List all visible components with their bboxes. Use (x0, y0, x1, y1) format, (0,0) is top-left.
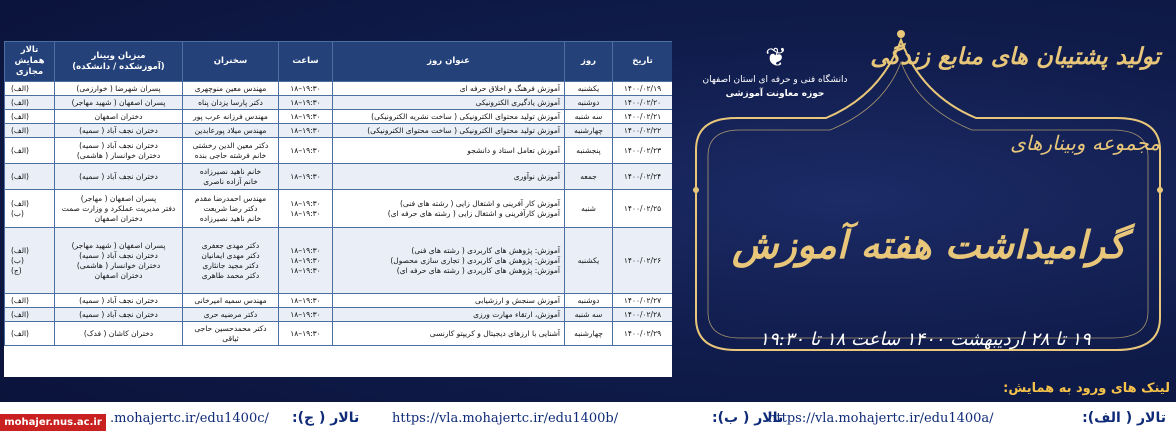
cell-title (333, 124, 565, 138)
university-name: دانشگاه فنی و حرفه ای استان اصفهان (702, 75, 848, 85)
cell-title-line: آشنایی با ارزهای دیجیتال و کریپتو کارنسی (429, 328, 560, 338)
cell-day: سه شنبه (565, 110, 613, 124)
cell-hall-line: (الف) (11, 295, 29, 305)
table-row (5, 308, 673, 322)
cell-day: چهارشنبه (565, 124, 613, 138)
cell-speaker (183, 294, 279, 308)
cell-time-line: ۱۸–۱۹:۳۰ (290, 208, 321, 218)
schedule-table (4, 41, 672, 346)
cell-title-line: آموزش، ارتقاء مهارت ورزی (473, 309, 560, 319)
cell-speaker-line: خانم ناهید نصیرزاده (199, 213, 262, 223)
cell-day: پنجشنبه (565, 138, 613, 164)
cell-speaker-line: دکتر پارسا یزدان پناه (198, 97, 263, 107)
cell-hall-line: (الف) (11, 171, 29, 181)
cell-time (279, 138, 333, 164)
cell-host-line: دختران نجف آباد ( سمیه) (79, 140, 158, 150)
cell-hall (5, 228, 55, 294)
cell-title (333, 308, 565, 322)
cell-day: یکشنبه (565, 82, 613, 96)
cell-time-line: ۱۸–۱۹:۳۰ (290, 265, 321, 275)
cell-title-line: آموزش کارآفرینی و اشتغال زایی ( رشته های حرفه ای) (387, 208, 560, 218)
cell-speaker (183, 138, 279, 164)
cell-time (279, 308, 333, 322)
hall-b-label: تالار ( ب): (712, 410, 784, 426)
cell-title (333, 190, 565, 228)
cell-title-line: آموزش کار آفرینی و اشتغال زایی ( رشته های فنی) (400, 198, 560, 208)
cell-date: ۱۴۰۰/۰۲/۲۳ (613, 138, 673, 164)
hall-c-link[interactable]: .mohajertc.ir/edu1400c/ (110, 411, 269, 426)
table-row (5, 124, 673, 138)
cell-host-line: دختران اصفهان (94, 213, 143, 223)
cell-speaker-line: دکتر مهدی ایمانیان (201, 250, 260, 260)
cell-date: ۱۴۰۰/۰۲/۲۶ (613, 228, 673, 294)
cell-speaker (183, 228, 279, 294)
cell-date: ۱۴۰۰/۰۲/۱۹ (613, 82, 673, 96)
cell-date: ۱۴۰۰/۰۲/۲۷ (613, 294, 673, 308)
cell-hall-line: (ب) (11, 255, 24, 265)
cell-date: ۱۴۰۰/۰۲/۲۱ (613, 110, 673, 124)
cell-host (55, 228, 183, 294)
cell-host-line: پسران اصفهان ( مهاجر) (80, 193, 157, 203)
schedule-table-body (5, 82, 673, 346)
cell-title-line: آموزش فرهنگ و اخلاق حرفه ای (459, 83, 560, 93)
cell-speaker (183, 124, 279, 138)
header-speaker: سخنران (183, 42, 279, 82)
cell-speaker-line: دکتر معین الدین رخشتی (192, 140, 269, 150)
university-department: حوزه معاونت آموزشی (725, 89, 825, 99)
cell-host-line: پسران شهرضا ( خوارزمی) (76, 83, 161, 93)
cell-time-line: ۱۸–۱۹:۳۰ (290, 171, 321, 181)
banner-slogan: تولید پشتیبان های منابع زندگی (870, 43, 1160, 70)
cell-speaker (183, 308, 279, 322)
header-title: عنوان روز (333, 42, 565, 82)
cell-title-line: آموزش: پژوهش های کاربردی ( رشته های فنی) (411, 245, 560, 255)
hall-a-link[interactable]: https://vla.mohajertc.ir/edu1400a/ (768, 411, 994, 426)
cell-hall-line: (ب) (11, 208, 24, 218)
cell-title (333, 322, 565, 346)
hall-a-label: تالار ( الف): (1082, 410, 1166, 426)
series-title: مجموعه وبینارهای (1010, 131, 1160, 155)
cell-hall-line: (الف) (11, 328, 29, 338)
cell-time (279, 164, 333, 190)
cell-speaker-line: دکتر مرضیه حری (203, 309, 258, 319)
cell-hall (5, 322, 55, 346)
cell-hall (5, 308, 55, 322)
cell-speaker-line: مهندس احمدرضا مقدم (194, 193, 267, 203)
cell-time-line: ۱۸–۱۹:۳۰ (290, 255, 321, 265)
cell-title-line: آموزش نوآوری (513, 171, 560, 181)
cell-day: دوشنبه (565, 294, 613, 308)
table-row (5, 96, 673, 110)
cell-time (279, 322, 333, 346)
hall-b-link[interactable]: https://vla.mohajertc.ir/edu1400b/ (392, 411, 619, 426)
links-heading: لینک های ورود به همایش: (1003, 381, 1170, 396)
cell-speaker-line: خانم فرشته حاجی بنده (194, 150, 267, 160)
header-time: ساعت (279, 42, 333, 82)
cell-speaker-line: خانم آزاده ناصری (203, 176, 258, 186)
cell-day: سه شنبه (565, 308, 613, 322)
date-line: ۱۹ تا ۲۸ اردیبهشت ۱۴۰۰ ساعت ۱۸ تا ۱۹:۳۰ (759, 329, 1091, 350)
cell-host-line: دفتر مدیریت عملکرد و وزارت صمت (61, 203, 176, 213)
cell-speaker (183, 82, 279, 96)
cell-hall-line: (الف) (11, 97, 29, 107)
cell-host-line: دختران خوانسار ( هاشمی) (76, 150, 161, 160)
cell-host (55, 294, 183, 308)
header-day: روز (565, 42, 613, 82)
cell-date: ۱۴۰۰/۰۲/۲۹ (613, 322, 673, 346)
cell-time-line: ۱۸–۱۹:۳۰ (290, 328, 321, 338)
cell-hall (5, 294, 55, 308)
hall-c-label: تالار ( ج): (292, 410, 360, 426)
cell-host-line: دختران نجف آباد ( سمیه) (79, 125, 158, 135)
header-host-line2: (آموزشکده / دانشکده) (72, 61, 165, 72)
header-hall: تالار همایش مجازی (5, 42, 55, 82)
cell-host-line: دختران نجف آباد ( سمیه) (79, 295, 158, 305)
cell-speaker-line: دکتر مجید جانثاری (202, 260, 259, 270)
university-logo-icon: ❦ (765, 43, 785, 73)
cell-host-line: دختران نجف آباد ( سمیه) (79, 171, 158, 181)
cell-speaker (183, 96, 279, 110)
cell-time (279, 190, 333, 228)
cell-time-line: ۱۸–۱۹:۳۰ (290, 83, 321, 93)
cell-title (333, 164, 565, 190)
cell-date: ۱۴۰۰/۰۲/۲۴ (613, 164, 673, 190)
cell-host (55, 138, 183, 164)
cell-speaker-line: دکتر محمدحسین حاجی (194, 323, 267, 333)
cell-hall-line: (الف) (11, 198, 29, 208)
cell-title (333, 82, 565, 96)
cell-host (55, 124, 183, 138)
cell-time (279, 294, 333, 308)
cell-title (333, 110, 565, 124)
table-row (5, 164, 673, 190)
cell-hall (5, 82, 55, 96)
cell-hall (5, 164, 55, 190)
links-strip (0, 402, 1176, 440)
cell-speaker (183, 164, 279, 190)
cell-host-line: پسران اصفهان ( شهید مهاجر) (71, 97, 166, 107)
cell-time-line: ۱۸–۱۹:۳۰ (290, 198, 321, 208)
cell-time (279, 228, 333, 294)
cell-title-line: آموزش تولید محتوای الکترونیکی ( ساخت محتوای الکترونیکی) (367, 125, 560, 135)
cell-title-line: آموزش: پژوهش های کاربردی ( تجاری سازی محصول) (390, 255, 560, 265)
university-logo-block (700, 44, 850, 134)
cell-date: ۱۴۰۰/۰۲/۲۵ (613, 190, 673, 228)
cell-speaker-line: دکتر رضا شریعت (203, 203, 258, 213)
schedule-table-panel (4, 41, 672, 377)
cell-time-line: ۱۸–۱۹:۳۰ (290, 309, 321, 319)
table-row (5, 322, 673, 346)
cell-host-line: دختران اصفهان (94, 111, 143, 121)
cell-hall (5, 190, 55, 228)
cell-host (55, 164, 183, 190)
cell-host (55, 82, 183, 96)
cell-speaker (183, 322, 279, 346)
cell-time-line: ۱۸–۱۹:۳۰ (290, 111, 321, 121)
cell-speaker-line: دکتر مهدی جعفری (201, 240, 260, 250)
cell-hall-line: (ج) (11, 265, 22, 275)
cell-title (333, 228, 565, 294)
cell-host (55, 96, 183, 110)
cell-speaker-line: مهندس سمیه امیرخانی (194, 295, 267, 305)
cell-time (279, 82, 333, 96)
cell-hall (5, 110, 55, 124)
cell-day: دوشنبه (565, 96, 613, 110)
table-row (5, 138, 673, 164)
cell-date: ۱۴۰۰/۰۲/۲۸ (613, 308, 673, 322)
header-host (55, 42, 183, 82)
cell-speaker (183, 110, 279, 124)
cell-hall (5, 138, 55, 164)
cell-speaker-line: مهندس میلاد پورعابدین (194, 125, 267, 135)
cell-speaker-line: خانم ناهید نصیرزاده (199, 166, 262, 176)
header-host-line1: میزبان وبینار (91, 50, 146, 61)
cell-hall-line: (الف) (11, 111, 29, 121)
cell-time (279, 110, 333, 124)
cell-title-line: آموزش یادگیری الکترونیکی (475, 97, 560, 107)
cell-hall-line: (الف) (11, 125, 29, 135)
cell-date: ۱۴۰۰/۰۲/۲۲ (613, 124, 673, 138)
cell-host-line: دختران نجف آباد ( سمیه) (79, 250, 158, 260)
cell-hall-line: (الف) (11, 83, 29, 93)
cell-title (333, 294, 565, 308)
cell-title (333, 138, 565, 164)
cell-time-line: ۱۸–۱۹:۳۰ (290, 245, 321, 255)
cell-time-line: ۱۸–۱۹:۳۰ (290, 145, 321, 155)
cell-speaker-line: مهندس معین منوچهری (194, 83, 267, 93)
cell-hall (5, 124, 55, 138)
cell-day: یکشنبه (565, 228, 613, 294)
cell-time (279, 96, 333, 110)
cell-time (279, 124, 333, 138)
cell-time-line: ۱۸–۱۹:۳۰ (290, 125, 321, 135)
cell-speaker-line: مهندس فرزانه عرب پور (193, 111, 268, 121)
cell-title-line: آموزش سنجش و ارزشیابی (475, 295, 560, 305)
cell-hall-line: (الف) (11, 309, 29, 319)
cell-time-line: ۱۸–۱۹:۳۰ (290, 97, 321, 107)
header-date: تاریخ (613, 42, 673, 82)
cell-title-line: آموزش تولید محتوای الکترونیکی ( ساخت نشریه الکترونیکی) (371, 111, 560, 121)
cell-host-line: دختران کاشان ( فدک) (83, 328, 154, 338)
cell-date: ۱۴۰۰/۰۲/۲۰ (613, 96, 673, 110)
cell-host (55, 110, 183, 124)
table-row (5, 190, 673, 228)
cell-day: چهارشنبه (565, 322, 613, 346)
cell-title (333, 96, 565, 110)
cell-time-line: ۱۸–۱۹:۳۰ (290, 295, 321, 305)
cell-host (55, 322, 183, 346)
table-row (5, 110, 673, 124)
cell-speaker (183, 190, 279, 228)
main-title: گرامیداشت هفته آموزش (732, 222, 1126, 267)
table-row (5, 294, 673, 308)
cell-title-line: آموزش: پژوهش های کاربردی ( رشته های حرفه ای) (396, 265, 560, 275)
cell-hall-line: (الف) (11, 145, 29, 155)
site-badge: mohajer.nus.ac.ir (0, 414, 106, 431)
table-row (5, 228, 673, 294)
table-row (5, 82, 673, 96)
cell-day: شنبه (565, 190, 613, 228)
cell-speaker-line: دکتر محمد طاهری (201, 270, 260, 280)
cell-hall-line: (الف) (11, 245, 29, 255)
cell-host-line: پسران اصفهان ( شهید مهاجر) (71, 240, 166, 250)
cell-host-line: دختران اصفهان (94, 270, 143, 280)
cell-hall (5, 96, 55, 110)
cell-speaker-line: ثیاقی (222, 333, 239, 343)
cell-host-line: دختران نجف آباد ( سمیه) (79, 309, 158, 319)
cell-host (55, 308, 183, 322)
cell-day: جمعه (565, 164, 613, 190)
cell-host-line: دختران خوانسار ( هاشمی) (76, 260, 161, 270)
cell-host (55, 190, 183, 228)
cell-title-line: آموزش تعامل استاد و دانشجو (467, 145, 560, 155)
